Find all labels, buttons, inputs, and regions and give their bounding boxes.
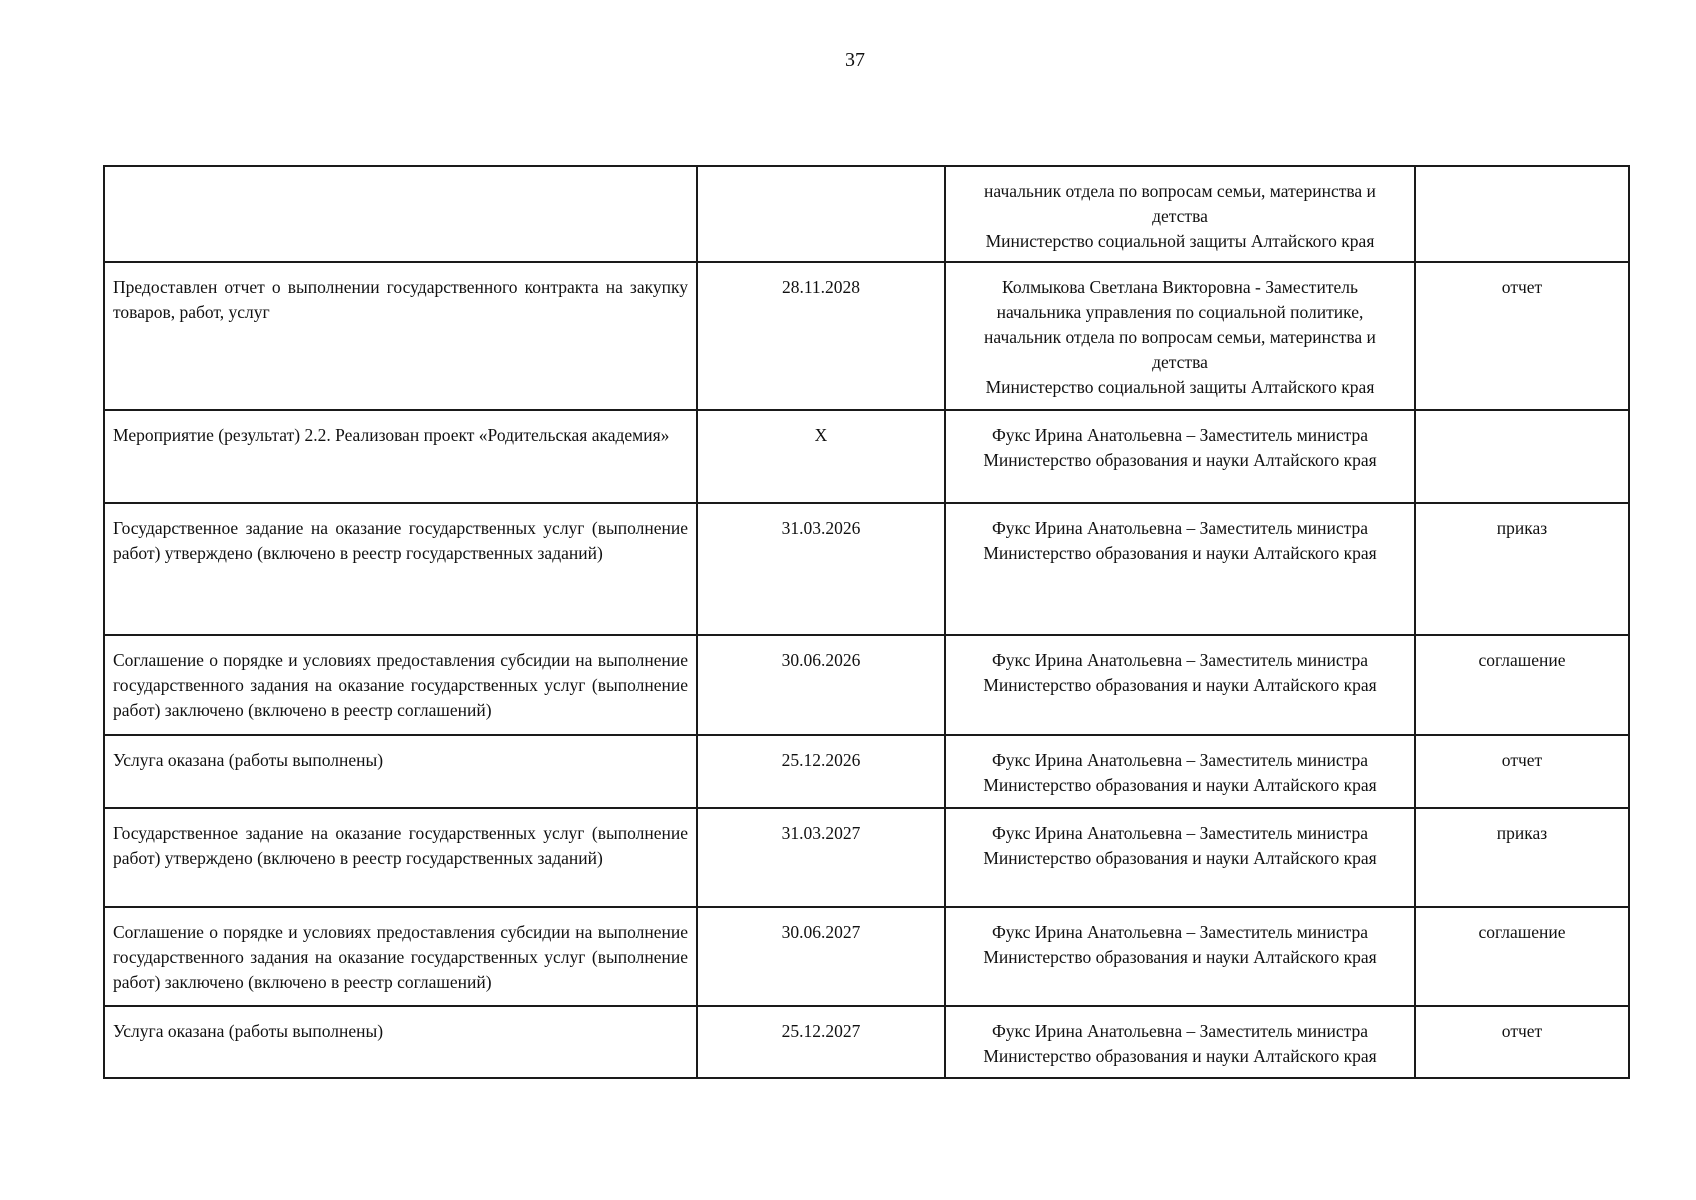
responsible-cell xyxy=(945,735,1415,808)
date-cell xyxy=(697,166,945,262)
responsible-line: Министерство образования и науки Алтайского края xyxy=(983,543,1377,563)
responsible-line: Министерство образования и науки Алтайского края xyxy=(983,848,1377,868)
responsible-cell xyxy=(945,635,1415,735)
document-type-cell: отчет xyxy=(1415,1006,1629,1078)
table-row xyxy=(104,410,1629,503)
responsible-line: Фукс Ирина Анатольевна – Заместитель министра xyxy=(991,650,1369,670)
table-row xyxy=(104,635,1629,735)
responsible-line: Колмыкова Светлана Викторовна - Заместитель xyxy=(1002,277,1358,297)
control-points-table xyxy=(103,165,1630,1079)
table-row xyxy=(104,166,1629,262)
responsible-line: начальник отдела по вопросам семьи, материнства и xyxy=(984,181,1376,201)
document-type-cell: соглашение xyxy=(1415,907,1629,1006)
table-body xyxy=(104,166,1629,1078)
event-cell: Государственное задание на оказание государственных услуг (выполнение работ) утверждено (включено в реестр государственных заданий) xyxy=(104,503,697,635)
responsible-line: начальника управления по социальной политике, xyxy=(996,302,1364,322)
table-row xyxy=(104,503,1629,635)
date-cell: 31.03.2026 xyxy=(697,503,945,635)
responsible-cell xyxy=(945,503,1415,635)
date-cell: 28.11.2028 xyxy=(697,262,945,410)
responsible-line: Министерство образования и науки Алтайского края xyxy=(983,775,1377,795)
responsible-line: Фукс Ирина Анатольевна – Заместитель министра xyxy=(991,922,1369,942)
event-cell xyxy=(104,166,697,262)
event-cell: Соглашение о порядке и условиях предоставления субсидии на выполнение государственного задания на оказание государственных услуг (выполнение работ) заключено (включено в реестр соглашений) xyxy=(104,907,697,1006)
responsible-line: Фукс Ирина Анатольевна – Заместитель министра xyxy=(991,823,1369,843)
table-row xyxy=(104,907,1629,1006)
date-cell: 30.06.2026 xyxy=(697,635,945,735)
event-cell: Соглашение о порядке и условиях предоставления субсидии на выполнение государственного задания на оказание государственных услуг (выполнение работ) заключено (включено в реестр соглашений) xyxy=(104,635,697,735)
responsible-line: детства xyxy=(1152,352,1208,372)
responsible-cell xyxy=(945,907,1415,1006)
document-type-cell xyxy=(1415,410,1629,503)
date-cell: 25.12.2027 xyxy=(697,1006,945,1078)
event-cell: Мероприятие (результат) 2.2. Реализован проект «Родительская академия» xyxy=(104,410,697,503)
responsible-line: Министерство образования и науки Алтайского края xyxy=(983,947,1377,967)
event-cell: Услуга оказана (работы выполнены) xyxy=(104,1006,697,1078)
responsible-cell xyxy=(945,808,1415,907)
responsible-line: Фукс Ирина Анатольевна – Заместитель министра xyxy=(991,750,1369,770)
document-type-cell: приказ xyxy=(1415,503,1629,635)
event-cell: Услуга оказана (работы выполнены) xyxy=(104,735,697,808)
date-cell: 31.03.2027 xyxy=(697,808,945,907)
responsible-line: начальник отдела по вопросам семьи, материнства и xyxy=(984,327,1376,347)
responsible-line: детства xyxy=(1152,206,1208,226)
responsible-cell xyxy=(945,262,1415,410)
responsible-line: Министерство образования и науки Алтайского края xyxy=(983,675,1377,695)
table-row xyxy=(104,735,1629,808)
responsible-cell xyxy=(945,1006,1415,1078)
page-number: 37 xyxy=(845,49,865,71)
table-row xyxy=(104,1006,1629,1078)
responsible-line: Министерство образования и науки Алтайского края xyxy=(983,450,1377,470)
document-type-cell: отчет xyxy=(1415,262,1629,410)
responsible-line: Фукс Ирина Анатольевна – Заместитель министра xyxy=(991,518,1369,538)
document-type-cell: приказ xyxy=(1415,808,1629,907)
event-cell: Предоставлен отчет о выполнении государственного контракта на закупку товаров, работ, услуг xyxy=(104,262,697,410)
responsible-line: Министерство социальной защиты Алтайского края xyxy=(985,231,1375,251)
responsible-line: Министерство образования и науки Алтайского края xyxy=(983,1046,1377,1066)
responsible-line: Фукс Ирина Анатольевна – Заместитель министра xyxy=(991,1021,1369,1041)
date-cell: 25.12.2026 xyxy=(697,735,945,808)
responsible-line: Министерство социальной защиты Алтайского края xyxy=(985,377,1375,397)
date-cell: X xyxy=(697,410,945,503)
responsible-line: Фукс Ирина Анатольевна – Заместитель министра xyxy=(991,425,1369,445)
date-cell: 30.06.2027 xyxy=(697,907,945,1006)
responsible-cell xyxy=(945,166,1415,262)
document-type-cell: соглашение xyxy=(1415,635,1629,735)
document-type-cell xyxy=(1415,166,1629,262)
document-type-cell: отчет xyxy=(1415,735,1629,808)
responsible-cell xyxy=(945,410,1415,503)
event-cell: Государственное задание на оказание государственных услуг (выполнение работ) утверждено (включено в реестр государственных заданий) xyxy=(104,808,697,907)
table-row xyxy=(104,808,1629,907)
table-row xyxy=(104,262,1629,410)
